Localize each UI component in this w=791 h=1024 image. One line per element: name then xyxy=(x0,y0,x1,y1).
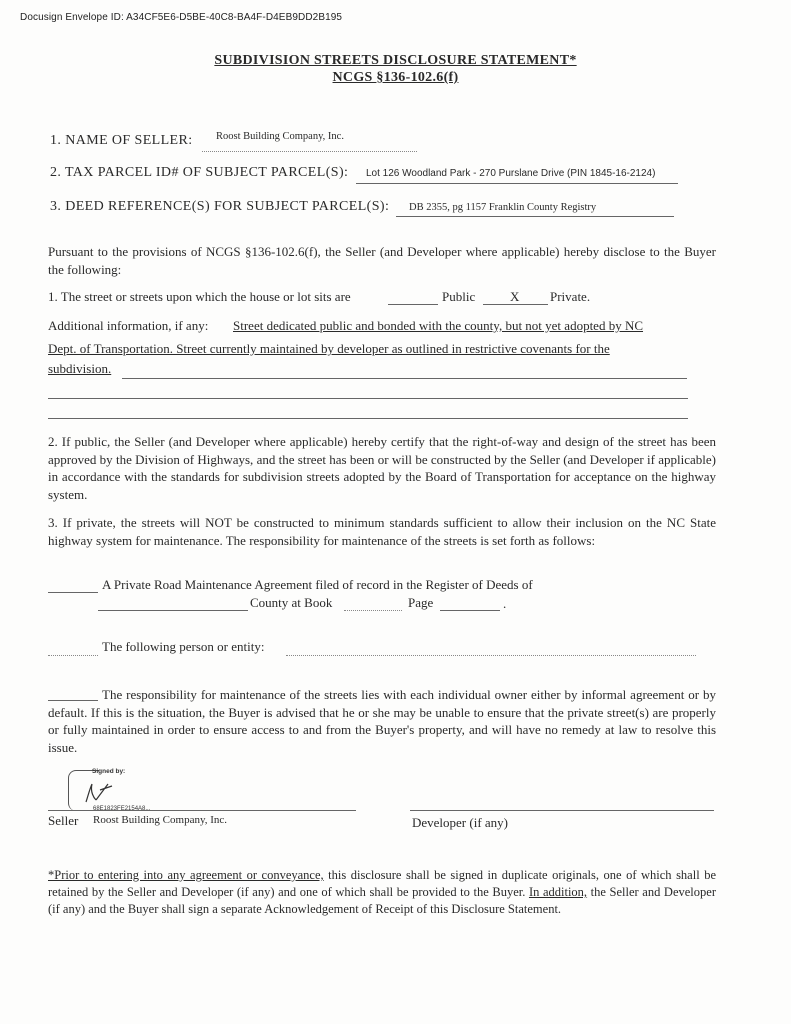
option-a-page-label: Page xyxy=(408,595,434,610)
tax-parcel-row xyxy=(50,165,348,181)
footnote-rest2: the Seller and Developer (if any) and the Buyer shall sign a separate Acknowledgement of Receipt of this Disclosure Statement. xyxy=(48,885,716,916)
seller-name-row xyxy=(50,133,193,149)
developer-signature-line xyxy=(410,810,714,811)
additional-info-line3-rest xyxy=(122,378,687,379)
document-title: SUBDIVISION STREETS DISCLOSURE STATEMENT* xyxy=(214,53,577,68)
option-b-text: The following person or entity: xyxy=(102,639,265,654)
option-a-county-line xyxy=(98,610,248,611)
intro-paragraph: Pursuant to the provisions of NCGS §136-102.6(f), the Seller (and Developer where applicable) hereby disclose to the Buyer the following: xyxy=(48,244,716,277)
item1-public-blank xyxy=(388,304,438,305)
deed-reference-value: DB 2355, pg 1157 Franklin County Registry xyxy=(409,202,597,213)
tax-parcel-label: 2. TAX PARCEL ID# OF SUBJECT PARCEL(S): xyxy=(50,165,349,180)
item1-public-label: Public xyxy=(442,289,476,304)
handwritten-signature-icon xyxy=(78,778,118,808)
item1-mark: X xyxy=(510,289,520,304)
item3-paragraph: 3. If private, the streets will NOT be constructed to minimum standards sufficient to allow their inclusion on the NC State highway system for maintenance. The responsibility for maintenance of the streets is set forth as follows: xyxy=(48,515,716,548)
footnote-rest1: this disclosure shall be signed in duplicate originals, one of which shall be retained by the Seller and Developer (if any) and one of which shall be provided to the Buyer. xyxy=(48,868,716,899)
option-a-book-line xyxy=(344,610,402,611)
seller-signature-name: Roost Building Company, Inc. xyxy=(93,814,228,826)
additional-info-label: Additional information, if any: xyxy=(48,318,209,333)
seller-name-line xyxy=(202,151,417,152)
additional-info-line1: Street dedicated public and bonded with the county, but not yet adopted by NC xyxy=(233,318,644,333)
option-b-entity-line xyxy=(286,655,696,656)
option-a-checkbox-line xyxy=(48,592,98,593)
item2-paragraph: 2. If public, the Seller (and Developer where applicable) hereby certify that the right-of-way and design of the street has been approved by the Division of Highways, and the street has been or will be constructed by the Seller (and Developer if applicable) in accordance with the standards for subdivision streets adopted by the Board of Transportation for acceptance on the highway system. xyxy=(48,434,716,502)
additional-info-blank-line2 xyxy=(48,418,688,419)
item1-private-label: Private. xyxy=(550,289,591,304)
developer-signature-label: Developer (if any) xyxy=(412,815,509,830)
envelope-id: Docusign Envelope ID: A34CF5E6-D5BE-40C8-BA4F-D4EB9DD2B195 xyxy=(20,12,343,23)
tax-parcel-line xyxy=(356,183,678,184)
statute-reference: NCGS §136-102.6(f) xyxy=(332,70,459,85)
additional-info-blank-line1 xyxy=(48,398,688,399)
additional-info-line3: subdivision. xyxy=(48,361,112,376)
signed-by-label: Signed by: xyxy=(92,768,126,775)
tax-parcel-value: Lot 126 Woodland Park - 270 Purslane Drive (PIN 1845-16-2124) xyxy=(366,168,656,179)
deed-reference-label: 3. DEED REFERENCE(S) FOR SUBJECT PARCEL(S): xyxy=(50,199,390,214)
deed-reference-line xyxy=(396,216,674,217)
signature-id: 68E1823FE2154A8... xyxy=(93,806,151,812)
footnote-in-addition: In addition, xyxy=(528,885,588,899)
additional-info-line2: Dept. of Transportation. Street currently maintained by developer as outlined in restrictive covenants for the xyxy=(48,341,610,356)
option-c-paragraph: The responsibility for maintenance of the streets lies with each individual owner either by informal agreement or by default. If this is the situation, the Buyer is advised that he or she may be unable to ensure that the private street(s) are properly or fully maintained in order to ensure access to and from the Buyer's property, and will have no remedy at law to resolve this issue. xyxy=(48,687,716,755)
option-a-period: . xyxy=(503,596,507,611)
seller-signature-label: Seller xyxy=(48,813,79,828)
option-a-text: A Private Road Maintenance Agreement filed of record in the Register of Deeds of xyxy=(102,577,533,592)
seller-name-value: Roost Building Company, Inc. xyxy=(216,131,344,142)
deed-reference-row xyxy=(50,199,389,215)
footnote-paragraph xyxy=(48,867,716,918)
option-a-page-line xyxy=(440,610,500,611)
option-b-checkbox-line xyxy=(48,655,98,656)
item1-text: 1. The street or streets upon which the house or lot sits are xyxy=(48,289,351,304)
seller-signature-line xyxy=(48,810,356,811)
seller-name-label: 1. NAME OF SELLER: xyxy=(50,133,193,148)
option-a-county-label: County at Book xyxy=(250,595,333,610)
footnote-lead: *Prior to entering into any agreement or conveyance, xyxy=(48,868,324,882)
